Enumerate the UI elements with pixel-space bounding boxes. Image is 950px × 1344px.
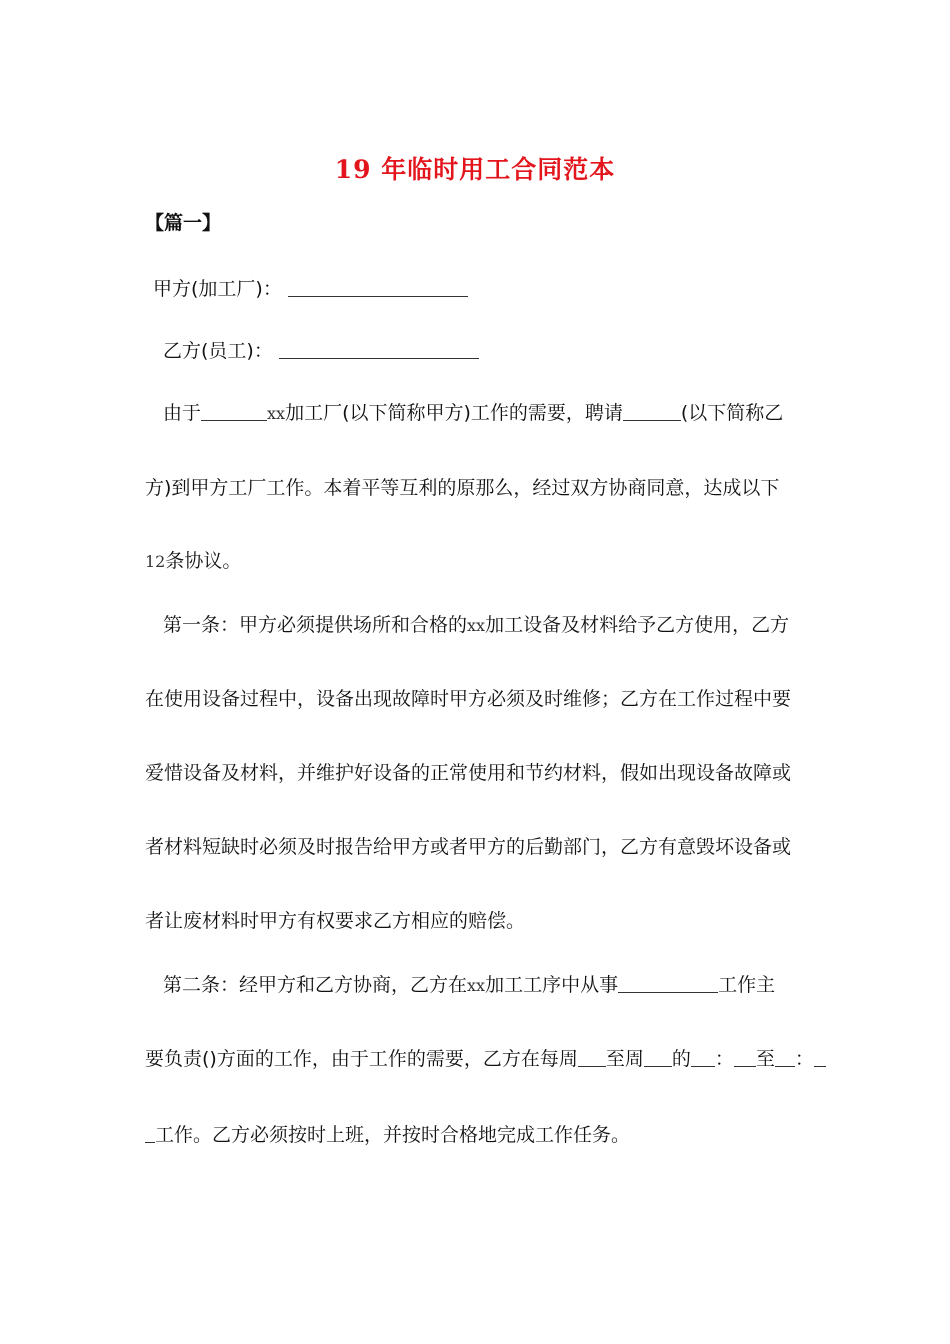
intro-line-3 xyxy=(145,548,241,575)
intro-text-a: 由于 xyxy=(163,402,202,424)
document-title: 19 年临时用工合同范本 xyxy=(334,155,616,184)
article2-line-1 xyxy=(163,972,775,999)
article1-line-4: 者材料短缺时必须及时报告给甲方或者甲方的后勤部门，乙方有意毁坏设备或 xyxy=(145,836,792,858)
article1-line-2: 在使用设备过程中，设备出现故障时甲方必须及时维修；乙方在工作过程中要 xyxy=(145,688,792,710)
intro-xx: xx xyxy=(267,404,286,423)
article2-text-of: 的 xyxy=(671,1048,691,1070)
article2-blank-day-to xyxy=(644,1048,672,1067)
intro-text-b: 加工厂(以下简称甲方)工作的需要，聘请 xyxy=(285,402,623,424)
intro-line-2: 方)到甲方工厂工作。本着平等互利的原那么，经过双方协商同意，达成以下 xyxy=(145,477,780,499)
article2-blank-min-to-a xyxy=(814,1048,826,1067)
party-b-line xyxy=(163,338,479,364)
article2-text-c: 工作主 xyxy=(718,974,776,996)
article2-text-to: 至 xyxy=(755,1048,775,1070)
article2-blank-day-from xyxy=(578,1048,606,1067)
article2-colon-2: ： xyxy=(794,1048,814,1070)
section-heading: 【篇一】 xyxy=(145,212,222,234)
article1-text-b: 加工设备及材料给予乙方使用，乙方 xyxy=(485,614,790,636)
article2-text-a: 第二条：经甲方和乙方协商，乙方在 xyxy=(163,974,468,996)
article2-xx: xx xyxy=(467,976,486,995)
article2-blank-hour-from xyxy=(691,1048,715,1067)
article2-blank-min-from xyxy=(734,1048,756,1067)
party-a-label: 甲方(加工厂)： xyxy=(153,278,282,300)
intro-blank-2 xyxy=(623,402,681,421)
article2-text-end: 工作。乙方必须按时上班，并按时合格地完成工作任务。 xyxy=(155,1124,631,1146)
article1-text-a: 第一条：甲方必须提供场所和合格的 xyxy=(163,614,468,636)
party-a-line xyxy=(153,276,468,302)
article2-blank-min-to-b xyxy=(145,1124,155,1143)
intro-text-c: (以下简称乙 xyxy=(680,402,784,424)
article1-line-1 xyxy=(163,612,789,639)
article1-xx: xx xyxy=(467,616,486,635)
article2-blank-job xyxy=(618,974,718,993)
party-b-blank xyxy=(279,340,479,359)
article1-line-5: 者让废材料时甲方有权要求乙方相应的赔偿。 xyxy=(145,910,526,932)
article2-blank-hour-to xyxy=(775,1048,795,1067)
intro-line-1 xyxy=(163,400,783,427)
article2-text-to-day: 至周 xyxy=(605,1048,644,1070)
article2-colon-1: ： xyxy=(714,1048,734,1070)
article2-line-3 xyxy=(145,1122,630,1148)
intro-count: 12 xyxy=(145,552,166,571)
party-b-label: 乙方(员工)： xyxy=(163,340,273,362)
article2-line-2 xyxy=(145,1046,826,1072)
article2-text-b: 加工工序中从事 xyxy=(485,974,619,996)
intro-blank-1 xyxy=(201,402,267,421)
article1-line-3: 爱惜设备及材料，并维护好设备的正常使用和节约材料，假如出现设备故障或 xyxy=(145,762,792,784)
intro-text-end: 条协议。 xyxy=(165,550,242,572)
article2-text-week: 要负责()方面的工作，由于工作的需要，乙方在每周 xyxy=(145,1048,578,1070)
party-a-blank xyxy=(288,278,468,297)
